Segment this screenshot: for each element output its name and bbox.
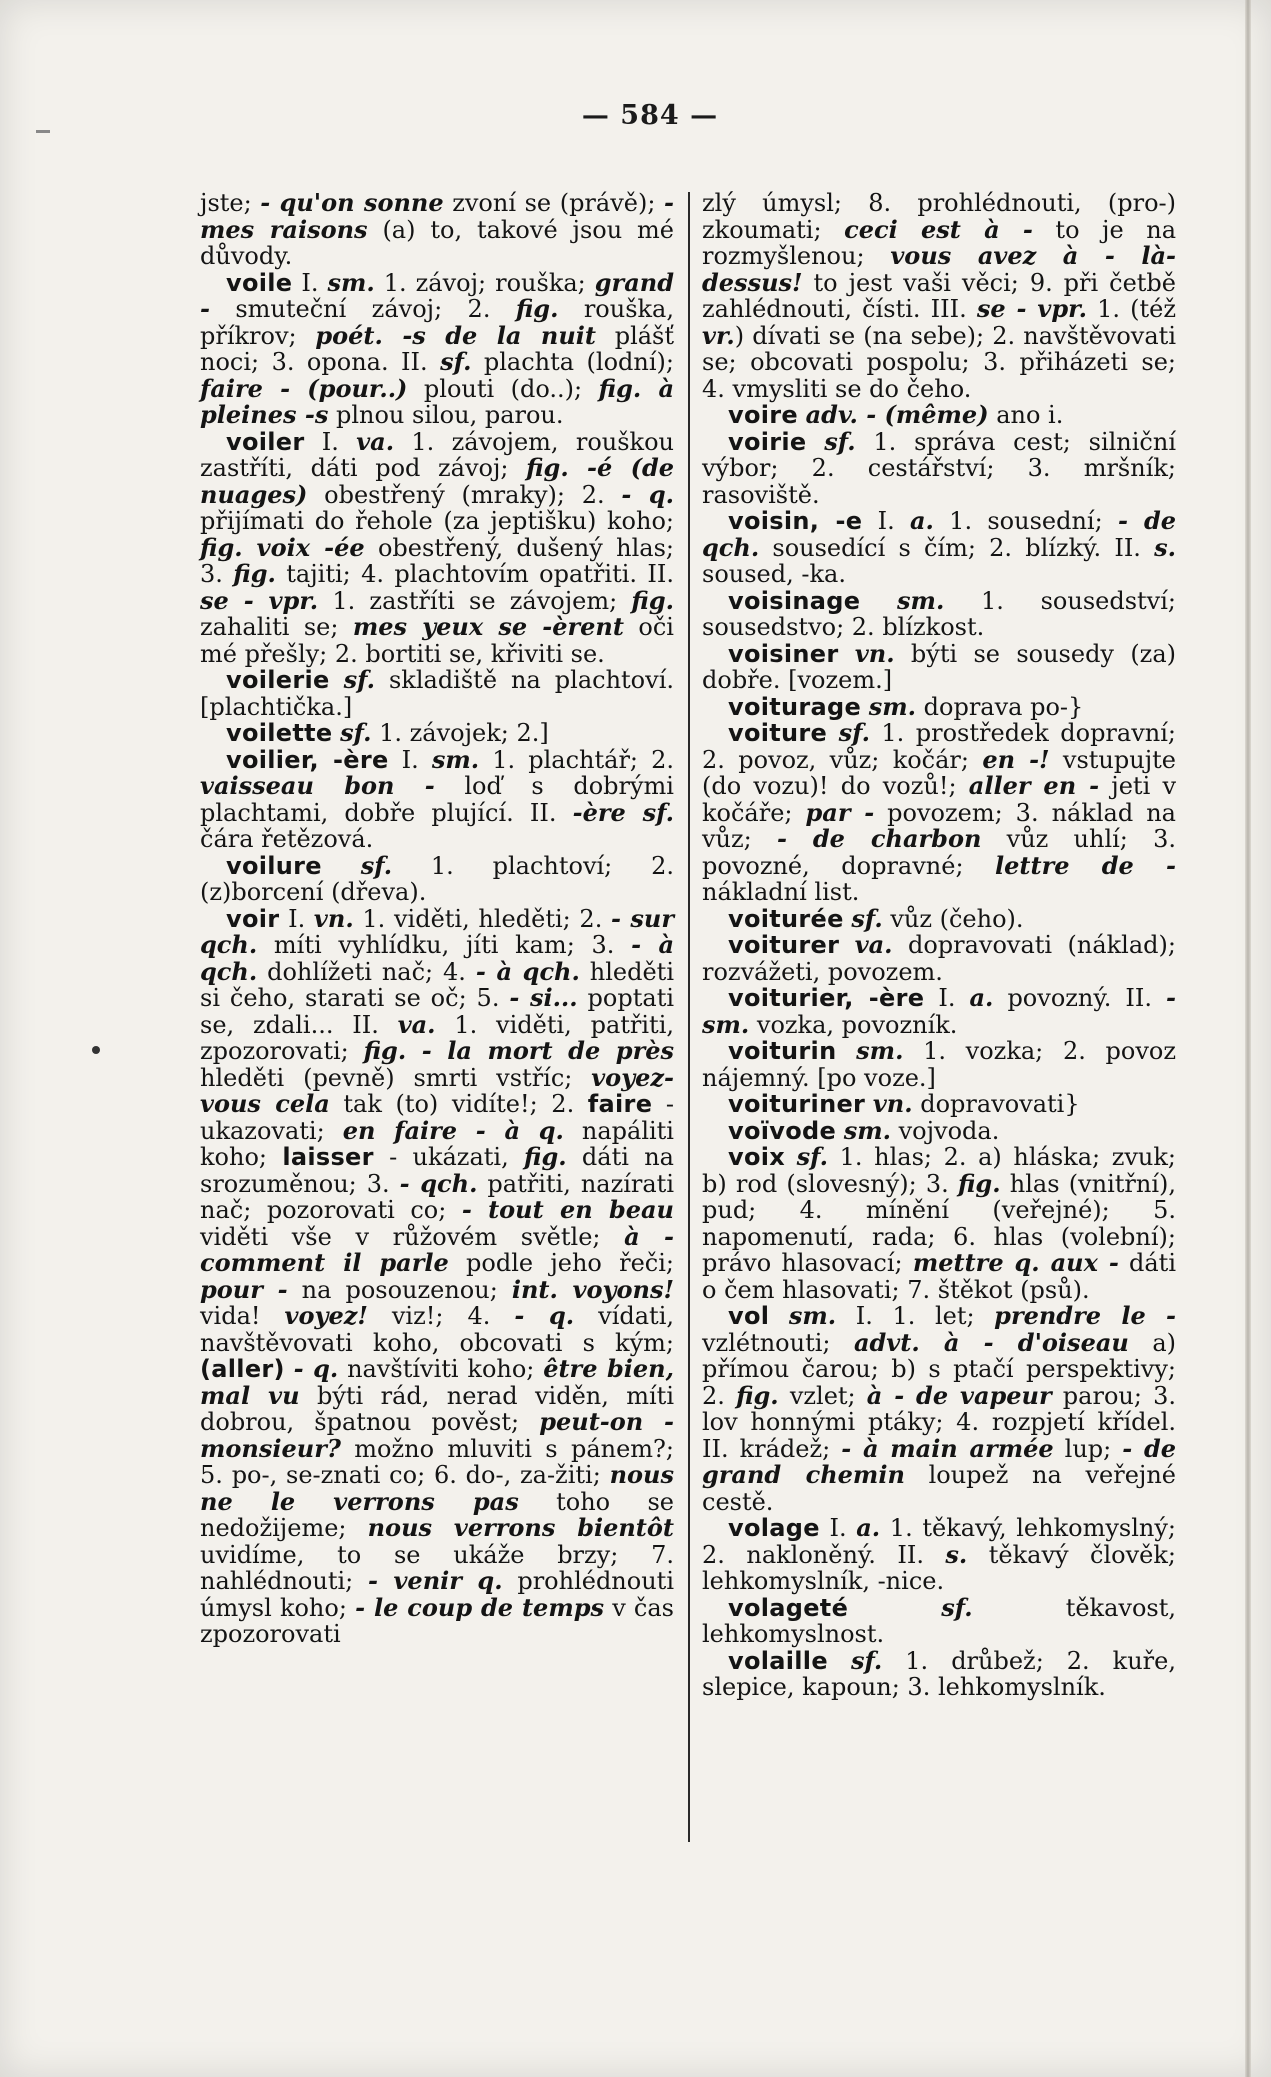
- french-phrase: aller en -: [968, 771, 1100, 800]
- definition-text: tajiti; 4. plachtovím opatřiti. II.: [275, 560, 674, 588]
- dictionary-entry: [702, 426, 1176, 509]
- french-phrase: - qch.: [399, 1168, 478, 1198]
- french-phrase: fig.: [957, 1168, 1001, 1198]
- headword: voiturage: [728, 692, 862, 721]
- definition-text: navštíviti koho;: [338, 1355, 544, 1383]
- french-phrase: - de charbon: [776, 824, 982, 853]
- definition-text: [836, 1037, 856, 1065]
- french-phrase: va.: [854, 930, 893, 959]
- french-phrase: se - vpr.: [976, 294, 1087, 323]
- definition-text: rouška, příkrov;: [200, 295, 674, 350]
- french-phrase: va.: [356, 426, 395, 456]
- definition-text: těkavost, lehkomyslnost.: [702, 1593, 1176, 1648]
- left-column: [200, 190, 674, 1648]
- dictionary-entry: [200, 267, 675, 429]
- dictionary-entry: [702, 903, 1176, 933]
- french-phrase: nous ne le verrons pas: [200, 1460, 674, 1516]
- definition-text: toho se nedožijeme;: [200, 1487, 674, 1542]
- french-phrase: sm.: [788, 1301, 837, 1330]
- french-phrase: - tout en beau: [461, 1195, 674, 1224]
- definition-text: [769, 1302, 789, 1330]
- french-phrase: advt. à - d'oiseau: [853, 1327, 1129, 1357]
- dictionary-entry: [702, 1515, 1176, 1595]
- headword: voiturer: [728, 931, 840, 959]
- definition-text: vzlétnouti;: [702, 1328, 854, 1357]
- definition-text: vůz uhlí; 3. povozné, dopravné;: [702, 825, 1177, 880]
- definition-text: vůz (čeho).: [882, 904, 1024, 933]
- french-phrase: a.: [856, 1513, 881, 1542]
- definition-text: poptati se, zdali... II.: [200, 984, 675, 1039]
- french-phrase: -ère sf.: [572, 797, 674, 827]
- french-phrase: - mes raisons: [200, 188, 674, 244]
- definition-text: 1. plachtář; 2.: [479, 745, 674, 774]
- definition-text: 1. sousední;: [933, 507, 1118, 535]
- dictionary-entry: [702, 585, 1176, 641]
- definition-text: ) dívati se (na sebe); 2. navštěvovati se; obcovati pospolu; 3. přiházeti se; 4. vmysliti se do čeho.: [702, 321, 1176, 403]
- definition-text: viz!; 4.: [367, 1302, 515, 1330]
- french-phrase: nous verrons bientôt: [367, 1513, 674, 1542]
- headword: voiture: [728, 719, 828, 747]
- french-phrase: sf.: [440, 347, 472, 376]
- definition-text: - ukazovati;: [200, 1090, 674, 1145]
- dictionary-entry: [200, 903, 675, 1648]
- column-divider: [688, 192, 690, 1842]
- definition-text: [285, 1355, 294, 1383]
- french-phrase: s.: [945, 1539, 968, 1569]
- french-phrase: fig.: [515, 294, 559, 323]
- french-phrase: fig.: [233, 559, 276, 588]
- dictionary-entry: [200, 667, 674, 720]
- headword: vol: [728, 1302, 770, 1330]
- definition-text: I.: [924, 984, 970, 1012]
- definition-text: I.: [819, 1514, 857, 1542]
- definition-text: oči mé přešly; 2. bortiti se, křiviti se.: [200, 613, 674, 668]
- definition-text: [839, 931, 854, 959]
- definition-text: [333, 719, 341, 747]
- definition-text: vídati, navštěvovati koho, obcovati s kým;: [200, 1302, 675, 1357]
- definition-text: uvidíme, to se ukáže brzy; 7. nahlédnouti;: [200, 1540, 674, 1595]
- french-phrase: - q.: [621, 479, 674, 509]
- dictionary-entry: [200, 720, 674, 747]
- definition-text: býti rád, nerad viděn, míti dobrou, špatnou pověst;: [200, 1381, 674, 1436]
- definition-text: dohlížeti nač; 4.: [257, 957, 476, 986]
- definition-text: I.: [388, 745, 432, 774]
- definition-text: [827, 719, 838, 747]
- definition-text: 1. závojek; 2.]: [371, 719, 549, 747]
- definition-text: dopravovati}: [912, 1090, 1080, 1118]
- french-phrase: vn.: [854, 638, 895, 668]
- definition-text: hleděti (pevně) smrti vstříc;: [200, 1063, 592, 1092]
- definition-text: (a) to, takové jsou mé důvody.: [200, 215, 675, 270]
- french-phrase: vaisseau bon -: [200, 771, 435, 800]
- headword: voix: [728, 1143, 786, 1171]
- definition-text: I.: [279, 904, 314, 933]
- definition-text: loď s dobrými plachtami, dobře plující. II.: [200, 772, 674, 827]
- dictionary-entry: [702, 1144, 1176, 1303]
- definition-text: plouti (do..);: [407, 374, 599, 403]
- definition-text: smuteční závoj; 2.: [209, 295, 516, 323]
- french-phrase: adv. - (même): [805, 400, 989, 429]
- definition-text: zlý úmysl; 8. prohlédnouti, (pro-) zkoumati;: [702, 189, 1176, 244]
- french-phrase: fig.: [631, 585, 674, 615]
- definition-text: 1. prostředek dopravní; 2. povoz, vůz; kočár;: [702, 719, 1176, 774]
- dictionary-entry: [702, 1038, 1176, 1091]
- definition-text: v čas zpozorovati: [200, 1593, 674, 1648]
- french-phrase: sf.: [851, 903, 883, 933]
- french-phrase: grand -: [200, 267, 674, 323]
- french-phrase: sf.: [796, 1142, 829, 1171]
- french-phrase: se - vpr.: [200, 585, 319, 615]
- french-phrase: - de grand chemin: [702, 1433, 1177, 1489]
- french-phrase: vn.: [313, 903, 354, 933]
- french-phrase: sf.: [343, 665, 375, 694]
- french-phrase: - à main armée: [841, 1433, 1054, 1463]
- definition-text: to je na rozmyšlenou;: [702, 215, 1176, 270]
- definition-text: 1. drůbež; 2. kuře, slepice, kapoun; 3. lehkomyslník.: [702, 1646, 1176, 1701]
- definition-text: napáliti koho;: [200, 1116, 674, 1171]
- french-phrase: sm.: [897, 585, 945, 615]
- french-phrase: int. voyons!: [511, 1274, 675, 1304]
- definition-text: [807, 428, 825, 456]
- french-phrase: s.: [1154, 532, 1176, 562]
- french-phrase: vn.: [872, 1089, 913, 1118]
- french-phrase: fig.: [736, 1380, 779, 1410]
- definition-text: na posouzenou;: [287, 1275, 512, 1304]
- french-phrase: - q.: [514, 1301, 575, 1330]
- definition-text: a) přímou čarou; b) s ptačí perspektivy; 2.: [702, 1328, 1176, 1410]
- definition-text: patřiti, nazírati nač; pozorovati co;: [200, 1169, 674, 1224]
- definition-text: plachta (lodní);: [471, 348, 674, 376]
- french-phrase: a.: [969, 983, 994, 1012]
- headword: voilier, -ère: [226, 745, 389, 774]
- definition-text: vozka, povozník.: [749, 1010, 958, 1039]
- french-phrase: - le coup de temps: [355, 1592, 605, 1622]
- definition-text: [322, 852, 361, 880]
- headword: voiler: [226, 427, 305, 456]
- dictionary-entry: [702, 1091, 1176, 1118]
- french-phrase: voyez-vous cela: [200, 1062, 674, 1118]
- definition-text: povozem; 3. náklad na vůz;: [702, 798, 1176, 853]
- definition-text: [860, 587, 897, 615]
- french-phrase: - sm.: [702, 983, 1177, 1039]
- french-phrase: - qu'on sonne: [260, 188, 444, 217]
- headword: voilure: [226, 851, 322, 880]
- dictionary-entry: [702, 1645, 1176, 1701]
- headword: voïvode: [728, 1116, 837, 1145]
- french-phrase: sm.: [431, 744, 480, 774]
- definition-text: 1. viděti, hleděti; 2.: [353, 904, 612, 933]
- french-phrase: faire - (pour..): [200, 373, 408, 403]
- definition-text: přijímati do řeholе (za jeptišku) koho;: [200, 507, 674, 535]
- definition-text: 1. správa cest; silniční výbor; 2. cestářství; 3. mršník; rasoviště.: [702, 427, 1176, 509]
- dictionary-entry: [702, 190, 1176, 402]
- definition-text: 1. vozka; 2. povoz nájemný. [po voze.]: [702, 1037, 1176, 1092]
- french-phrase: - à qch.: [475, 956, 580, 986]
- dictionary-entry: [200, 426, 675, 668]
- definition-text: 1. sousedství; sousedstvo; 2. blízkost.: [702, 586, 1176, 641]
- french-phrase: vr.: [702, 320, 735, 350]
- definition-text: obestřený, dušený hlas; 3.: [200, 533, 674, 588]
- definition-text: [836, 1117, 844, 1145]
- definition-text: [785, 1143, 797, 1171]
- french-phrase: - si...: [509, 983, 578, 1012]
- definition-text: 1. závojem, rouškou zastříti, dáti pod závoj;: [200, 427, 675, 482]
- dictionary-entry: [702, 638, 1176, 694]
- definition-text: hlas (vnitřní), pud; 4. mínění (veřejné); 5. napomenutí, rada; 6. hlas (volební); právo hlasovací;: [702, 1169, 1176, 1277]
- french-phrase: pour -: [200, 1274, 288, 1304]
- definition-text: zahaliti se;: [200, 613, 353, 641]
- headword: voiturin: [728, 1037, 837, 1065]
- french-phrase: sm.: [856, 1036, 904, 1065]
- dictionary-entry: [702, 1592, 1176, 1648]
- french-phrase: fig. à pleines -s: [200, 373, 674, 429]
- french-phrase: va.: [397, 1009, 436, 1039]
- french-phrase: sm.: [843, 1115, 891, 1145]
- definition-text: [861, 693, 869, 721]
- french-phrase: fig.: [524, 1142, 567, 1171]
- headword: voir: [226, 904, 280, 933]
- french-phrase: sf.: [360, 850, 393, 880]
- definition-text: [865, 1090, 873, 1118]
- french-phrase: en faire - à q.: [342, 1115, 564, 1145]
- definition-text: zvoní se (právě);: [443, 189, 665, 217]
- definition-text: jeti v kočáře;: [702, 772, 1177, 827]
- definition-text: dáti na srozuměnou; 3.: [200, 1143, 674, 1198]
- definition-text: 1. viděti, patřiti, zpozorovati;: [200, 1010, 674, 1065]
- headword: volage: [728, 1514, 820, 1542]
- french-phrase: à - comment il parle: [200, 1221, 674, 1277]
- definition-text: plášť noci; 3. opona. II.: [200, 321, 675, 376]
- french-phrase: - venir q.: [368, 1566, 503, 1595]
- definition-text: sousedící s čím; 2. blízký. II.: [759, 533, 1155, 562]
- french-phrase: sf.: [850, 1645, 883, 1675]
- headword: voilette: [226, 719, 333, 747]
- dictionary-entry: [702, 402, 1176, 429]
- french-phrase: voyez!: [284, 1301, 368, 1330]
- definition-text: [330, 666, 344, 694]
- dictionary-entry: [200, 744, 674, 853]
- french-phrase: sf.: [941, 1592, 973, 1622]
- definition-text: I.: [292, 268, 328, 297]
- definition-text: [838, 640, 854, 668]
- definition-text: - ukázati,: [373, 1143, 525, 1171]
- headword: volaille: [728, 1646, 828, 1675]
- definition-text: povozný. II.: [993, 984, 1167, 1012]
- french-phrase: à - de vapeur: [866, 1380, 1052, 1410]
- headword: (aller): [200, 1355, 285, 1383]
- definition-text: parou; 3. lov honnými ptáky; 4. rozpjetí křídel. II. krádež;: [702, 1381, 1176, 1463]
- french-phrase: sf.: [838, 718, 870, 747]
- french-phrase: - q.: [293, 1354, 339, 1383]
- definition-text: I. 1. let;: [836, 1302, 995, 1330]
- page-number: — 584 —: [581, 100, 719, 131]
- definition-text: 1. těkavý, lehkomyslný; 2. nakloněný. II.: [702, 1514, 1176, 1569]
- headword: voisiner: [728, 639, 839, 668]
- definition-text: hleděti si čeho, starati se oč; 5.: [200, 957, 674, 1012]
- headword: voisinage: [728, 586, 861, 615]
- definition-text: [848, 1594, 941, 1622]
- definition-text: to jest vaši věci; 9. při četbě zahlédnouti, čísti. III.: [702, 268, 1176, 323]
- headword: voile: [226, 268, 293, 297]
- headword: voiturée: [728, 904, 844, 933]
- definition-text: soused, -ka.: [702, 560, 846, 588]
- headword: voiturier, -ère: [728, 984, 925, 1012]
- definition-text: skladiště na plachtoví. [plachtička.]: [200, 666, 674, 721]
- headword: voilerie: [226, 666, 330, 694]
- definition-text: dopravovati (náklad); rozvážeti, povozem.: [702, 931, 1176, 986]
- definition-text: vzlet;: [778, 1381, 867, 1410]
- definition-text: vida!: [200, 1302, 285, 1330]
- dictionary-entry: [702, 932, 1176, 985]
- definition-text: [828, 1647, 851, 1675]
- margin-dot: [92, 1046, 100, 1054]
- headword: voire: [728, 401, 798, 429]
- definition-text: míti vyhlídku, jíti kam; 3.: [257, 931, 632, 959]
- dictionary-entry: [702, 1115, 1176, 1145]
- french-phrase: - sur qch.: [200, 903, 675, 959]
- definition-text: lup;: [1053, 1434, 1123, 1463]
- definition-text: dáti o čem hlasovati; 7. štěkot (psů).: [702, 1249, 1176, 1304]
- french-phrase: mes yeux se -èrent: [352, 612, 624, 641]
- french-phrase: prendre le -: [994, 1301, 1176, 1330]
- french-phrase: sf.: [340, 718, 372, 747]
- french-phrase: par -: [805, 797, 875, 827]
- definition-text: I.: [862, 507, 910, 535]
- definition-text: doprava po-}: [916, 692, 1084, 721]
- french-phrase: vous avez à - là-dessus!: [702, 241, 1177, 297]
- definition-text: [798, 401, 806, 429]
- definition-text: vojvoda.: [890, 1116, 1000, 1145]
- french-phrase: - de qch.: [702, 506, 1177, 562]
- french-phrase: lettre de -: [995, 850, 1176, 880]
- definition-text: možno mluviti s pánem?; 5. po-, se-znati co; 6. do-, za-žiti;: [200, 1434, 674, 1489]
- dictionary-entry: [702, 720, 1176, 906]
- dictionary-entry: [200, 850, 674, 906]
- french-phrase: sm.: [868, 691, 917, 721]
- right-column: [702, 190, 1176, 1701]
- definition-text: čára řetězová.: [200, 825, 374, 853]
- definition-text: ano i.: [988, 401, 1064, 429]
- definition-text: obestřený (mraky); 2.: [307, 480, 622, 509]
- french-phrase: - à qch.: [200, 930, 674, 986]
- definition-text: 1. zastříti se závojem;: [318, 586, 632, 615]
- definition-text: loupež na veřejné cestě.: [702, 1461, 1177, 1516]
- french-phrase: fig. - la mort de près: [363, 1036, 675, 1065]
- dictionary-entry: [702, 691, 1176, 721]
- definition-text: těkavý člověk; lehkomyslník, -nice.: [702, 1540, 1176, 1595]
- definition-text: 1. hlas; 2. a) hláska; zvuk; b) rod (slovesný); 3.: [702, 1143, 1176, 1198]
- dictionary-entry: [702, 1303, 1176, 1515]
- french-phrase: être bien, mal vu: [200, 1354, 674, 1410]
- definition-text: 1. závoj; rouška;: [374, 268, 595, 297]
- definition-text: 1. plachtoví; 2. (z)borcení (dřeva).: [200, 851, 674, 906]
- headword: voituriner: [728, 1090, 866, 1118]
- french-phrase: en -!: [982, 744, 1050, 774]
- definition-text: viděti vše v růžovém světle;: [200, 1222, 625, 1251]
- headword: voirie: [728, 427, 807, 456]
- french-phrase: sm.: [327, 267, 375, 297]
- page-spine-shadow: [1245, 0, 1251, 2077]
- definition-text: jste;: [200, 189, 261, 217]
- definition-text: býti se sousedy (za) dobře. [vozem.]: [702, 639, 1176, 694]
- definition-text: tak (to) vidíte!; 2.: [329, 1090, 588, 1118]
- french-phrase: mettre q. aux -: [912, 1248, 1119, 1277]
- headword: voisin, -e: [728, 507, 863, 535]
- french-phrase: a.: [910, 506, 934, 535]
- definition-text: vstupujte (do vozu)! do vozů!;: [702, 745, 1176, 800]
- french-phrase: fig. -é (de nuages): [200, 453, 675, 509]
- headword: laisser: [282, 1143, 374, 1171]
- definition-text: plnou silou, parou.: [328, 401, 564, 429]
- headword: volageté: [728, 1593, 849, 1622]
- definition-text: nákladní list.: [702, 878, 860, 906]
- definition-text: podle jeho řeči;: [448, 1249, 674, 1277]
- french-phrase: peut-on - monsieur?: [200, 1407, 675, 1463]
- dictionary-entry: [200, 190, 674, 270]
- headword: faire: [587, 1090, 653, 1118]
- french-phrase: ceci est à -: [844, 214, 1033, 244]
- french-phrase: fig. voix -ée: [200, 532, 365, 562]
- margin-mark: [36, 130, 50, 133]
- dictionary-entry: [702, 508, 1176, 588]
- definition-text: 1. (též: [1086, 295, 1176, 323]
- french-phrase: sf.: [824, 426, 856, 456]
- dictionary-entry: [702, 985, 1176, 1038]
- french-phrase: poét. -s de la nuit: [315, 320, 596, 350]
- definition-text: I.: [304, 427, 357, 456]
- definition-text: prohlédnouti úmysl koho;: [200, 1567, 674, 1622]
